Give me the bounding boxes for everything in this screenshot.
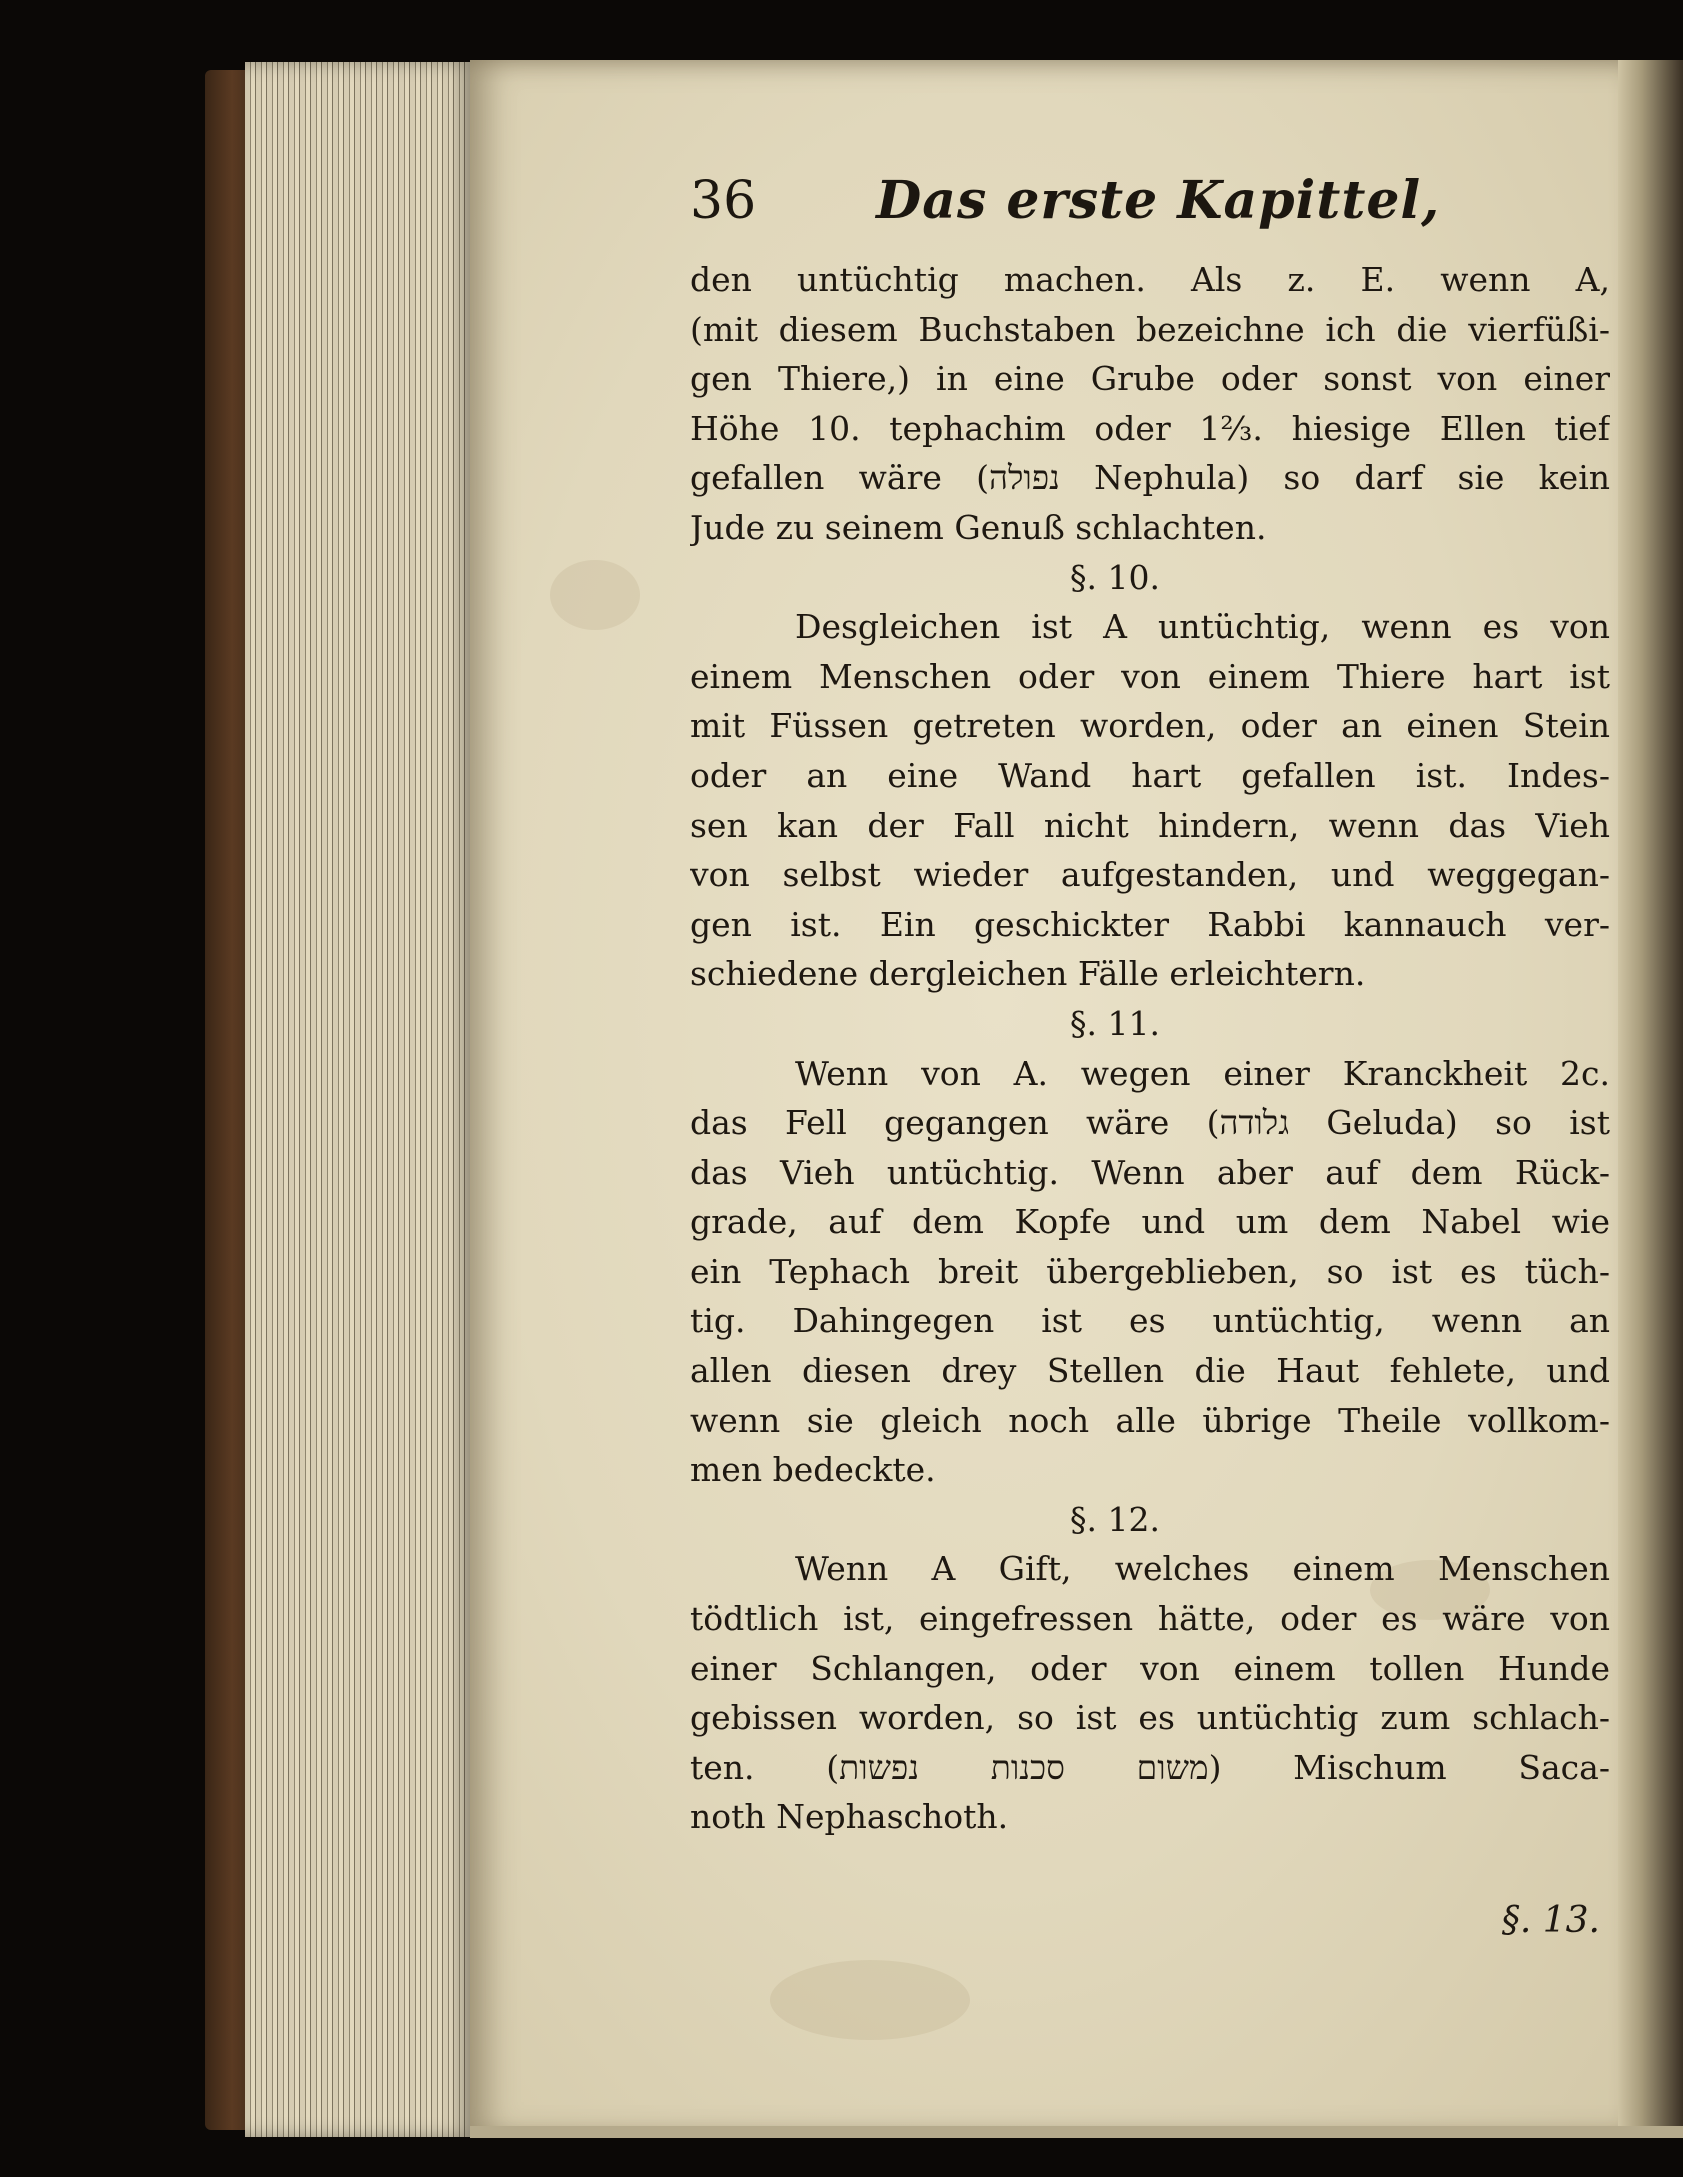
text-line: schiedene dergleichen Fälle erleichtern.	[690, 954, 1366, 994]
text-line: Jude zu seinem Genuß schlachten.	[690, 507, 1267, 547]
text-line: gen ist. Ein geschickter Rabbi kannauch ver-	[690, 904, 1610, 944]
text-line: noth Nephaschoth.	[690, 1797, 1009, 1837]
section-heading: §. 10.	[1070, 557, 1160, 597]
page-bottom-edge	[470, 2126, 1683, 2138]
text-line: Wenn von A. wegen einer Kranckheit 2c.	[795, 1053, 1610, 1093]
text-line: sen kan der Fall nicht hindern, wenn das Vieh	[690, 805, 1610, 845]
page-edges	[245, 62, 475, 2137]
text-line: einer Schlangen, oder von einem tollen Hunde	[690, 1648, 1610, 1688]
text-line: grade, auf dem Kopfe und um dem Nabel wie	[690, 1202, 1610, 1242]
text-line: den untüchtig machen. Als z. E. wenn A,	[690, 260, 1610, 299]
text-line: ten. (משום סכנות נפשות) Mischum Saca-	[690, 1747, 1610, 1787]
text-line: Höhe 10. tephachim oder 1⅔. hiesige Ellen tief	[690, 408, 1610, 448]
catchword	[690, 1900, 1600, 1941]
page-header	[690, 170, 1610, 231]
section-heading: §. 12.	[1070, 1499, 1160, 1539]
text-line: gefallen wäre (נפולה Nephula) so darf sie kein	[690, 458, 1610, 498]
text-line: tig. Dahingegen ist es untüchtig, wenn an	[690, 1301, 1610, 1341]
body-text	[690, 255, 1610, 1842]
text-line: gen Thiere,) in eine Grube oder sonst von einer	[690, 359, 1610, 399]
text-line: das Vieh untüchtig. Wenn aber auf dem Rück-	[690, 1152, 1610, 1192]
text-line: tödtlich ist, eingefressen hätte, oder es wäre von	[690, 1599, 1610, 1639]
text-line: men bedeckte.	[690, 1450, 936, 1490]
foxing-stain	[770, 1960, 970, 2040]
text-line: ein Tephach breit übergeblieben, so ist es tüch-	[690, 1251, 1610, 1291]
text-line: Desgleichen ist A untüchtig, wenn es von	[795, 607, 1610, 647]
text-line: mit Füssen getreten worden, oder an einen Stein	[690, 706, 1610, 746]
text-line: allen diesen drey Stellen die Haut fehlete, und	[690, 1351, 1610, 1391]
running-title: Das erste Kapittel,	[876, 170, 1441, 231]
text-line: das Fell gegangen wäre (גלודה Geluda) so ist	[690, 1103, 1610, 1143]
text-line: einem Menschen oder von einem Thiere hart ist	[690, 656, 1610, 696]
section-11	[690, 999, 1610, 1495]
binding-gutter	[1618, 60, 1683, 2138]
section-10	[690, 553, 1610, 999]
text-line: wenn sie gleich noch alle übrige Theile vollkom-	[690, 1400, 1610, 1440]
section-heading: §. 11.	[1070, 1003, 1160, 1043]
text-line: gebissen worden, so ist es untüchtig zum schlach-	[690, 1698, 1610, 1738]
opening-paragraph	[690, 255, 1610, 553]
text-line: Wenn A Gift, welches einem Menschen	[795, 1549, 1610, 1589]
text-line: oder an eine Wand hart gefallen ist. Indes-	[690, 755, 1610, 795]
page-number: 36	[690, 171, 757, 231]
text-line: von selbst wieder aufgestanden, und weggegan-	[690, 855, 1610, 895]
catchword-text: §. 13.	[1501, 1900, 1600, 1941]
text-line: (mit diesem Buchstaben bezeichne ich die vierfüßi-	[690, 309, 1610, 349]
foxing-stain	[550, 560, 640, 630]
section-12	[690, 1495, 1610, 1842]
